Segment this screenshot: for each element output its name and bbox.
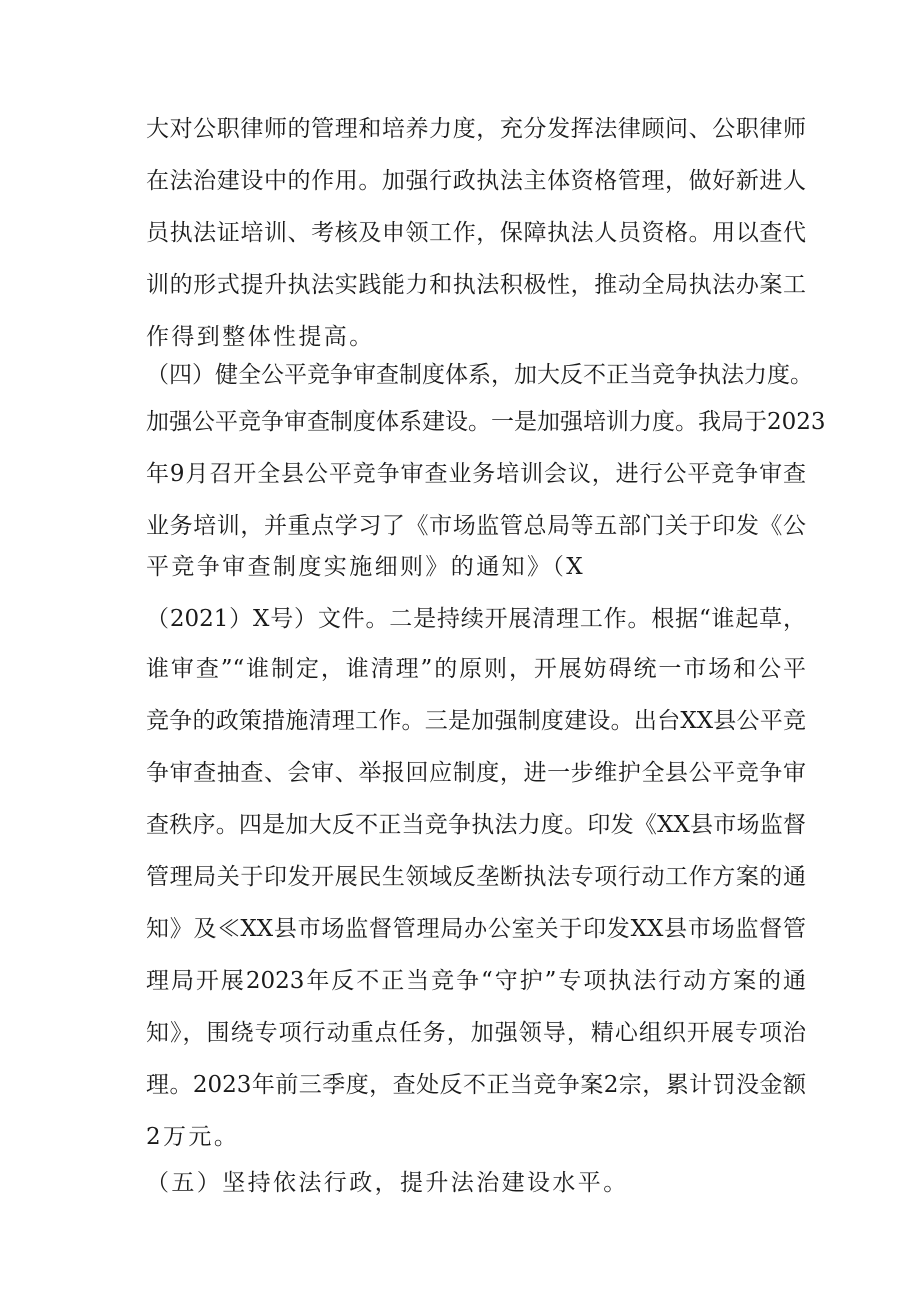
body-text-line: 知》及≪XX县市场监督管理局办公室关于印发XX县市场监督管 [146,916,806,942]
body-text-line: 理。2023年前三季度，查处反不正当竞争案2宗，累计罚没金额 [146,1072,806,1098]
body-text-line: 理局开展2023年反不正当竞争“守护”专项执法行动方案的通 [146,968,806,994]
body-text-line: 在法治建设中的作用。加强行政执法主体资格管理，做好新进人 [146,168,806,194]
section-heading-4: （四）健全公平竞争审查制度体系，加大反不正当竞争执法力度。 [146,362,813,388]
body-text-line: 管理局关于印发开展民生领域反垄断执法专项行动工作方案的通 [146,864,806,890]
body-text-line: 大对公职律师的管理和培养力度，充分发挥法律顾问、公职律师 [146,116,806,142]
body-text-line: 竞争的政策措施清理工作。三是加强制度建设。出台XX县公平竞 [146,708,806,734]
section-heading-5: （五）坚持依法行政，提升法治建设水平。 [146,1170,629,1196]
body-text-line: 加强公平竞争审查制度体系建设。一是加强培训力度。我局于2023 [146,409,826,435]
body-text-line: 作得到整体性提高。 [146,324,375,350]
body-text-line: 训的形式提升执法实践能力和执法积极性，推动全局执法办案工 [146,272,806,298]
body-text-line: 年9月召开全县公平竞争审查业务培训会议，进行公平竞争审查 [146,461,806,487]
body-text-line: 平竞争审查制度实施细则》的通知》（X [146,554,586,580]
body-text-line: 争审查抽查、会审、举报回应制度，进一步维护全县公平竞争审 [146,760,806,786]
body-text-line: 查秩序。四是加大反不正当竞争执法力度。印发《XX县市场监督 [146,812,806,838]
body-text-line: 业务培训，并重点学习了《市场监管总局等五部门关于印发《公 [146,513,806,539]
body-text-line: 知》，围绕专项行动重点任务，加强领导，精心组织开展专项治 [146,1020,806,1046]
body-text-line: （2021）X号）文件。二是持续开展清理工作。根据“谁起草， [146,606,806,632]
body-text-line: 2万元。 [146,1124,240,1150]
body-text-line: 员执法证培训、考核及申领工作，保障执法人员资格。用以查代 [146,220,806,246]
body-text-line: 谁审查”“谁制定，谁清理”的原则，开展妨碍统一市场和公平 [146,656,806,682]
